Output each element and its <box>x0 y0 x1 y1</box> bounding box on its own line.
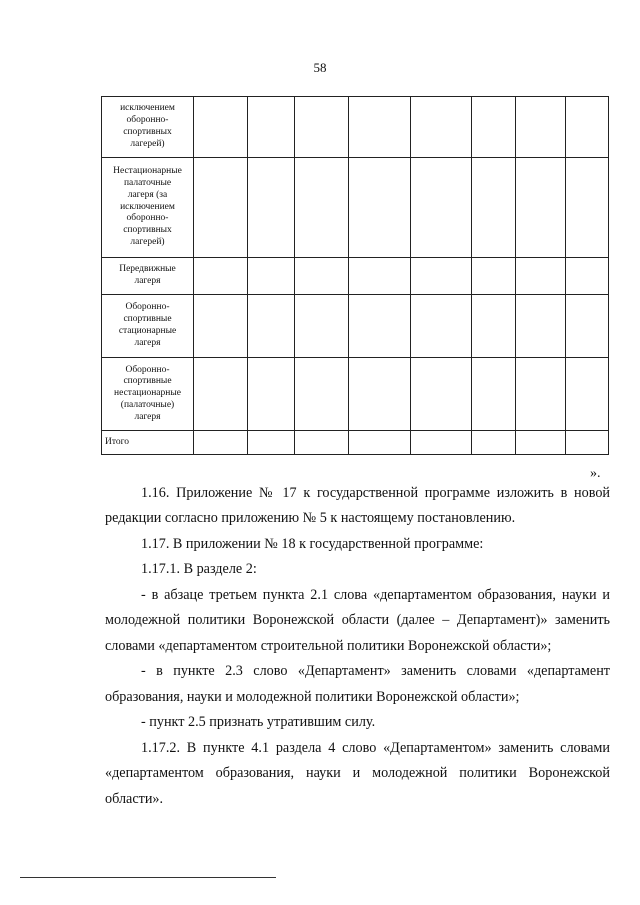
table-row <box>102 358 609 431</box>
paragraph-1-16-cont <box>105 506 610 532</box>
paragraph-item-2-3-cont <box>105 685 610 711</box>
closing-quote-mark: ». <box>590 466 601 481</box>
row-label: Оборонно- спортивные стационарные лагеря <box>102 295 194 358</box>
paragraph-item-2-1-end <box>105 634 610 660</box>
paragraph-line: образования, науки и молодежной политики Воронежской области»; <box>105 689 520 705</box>
paragraph-1-17-1 <box>105 557 610 583</box>
paragraph-line: области». <box>105 791 164 807</box>
table-row <box>102 97 609 158</box>
paragraph-line: - пункт 2.5 признать утратившим силу. <box>141 714 376 730</box>
paragraph-line: редакции согласно приложению № 5 к настоящему постановлению. <box>105 510 516 526</box>
footer-divider <box>20 877 276 878</box>
page-number: 58 <box>313 60 327 75</box>
paragraph-item-2-1-cont <box>105 608 610 634</box>
paragraph-line: 1.16. Приложение № 17 к государственной программе изложить в новой <box>141 485 610 501</box>
paragraph-line: - в пункте 2.3 слово «Департамент» заменить словами «департамент <box>141 663 610 679</box>
paragraph-line: молодежной политики Воронежской области (далее – Департамент)» заменить <box>105 612 610 628</box>
paragraph-item-2-1 <box>105 583 610 609</box>
table-row <box>102 295 609 358</box>
paragraph-line: «департаментом образования, науки и молодежной политики Воронежской <box>105 765 610 781</box>
paragraph-item-2-3 <box>105 659 610 685</box>
row-label: Передвижные лагеря <box>102 258 194 295</box>
paragraph-line: словами «департаментом строительной политики Воронежской области»; <box>105 638 552 654</box>
paragraph-1-16 <box>105 481 610 507</box>
paragraph-line: 1.17. В приложении № 18 к государственной программе: <box>141 536 484 552</box>
paragraph-1-17-2-cont <box>105 761 610 787</box>
paragraph-1-17-2 <box>105 736 610 762</box>
data-table <box>101 96 609 455</box>
paragraph-1-17-2-end <box>105 787 610 813</box>
row-label: Нестационарные палаточные лагеря (за исключением оборонно- спортивных лагерей) <box>102 158 194 258</box>
paragraph-1-17 <box>105 532 610 558</box>
paragraph-line: 1.17.1. В разделе 2: <box>141 561 257 577</box>
total-label: Итого <box>102 431 194 455</box>
row-label: Оборонно- спортивные нестационарные (палаточные) лагеря <box>102 358 194 431</box>
paragraph-line: - в абзаце третьем пункта 2.1 слова «департаментом образования, науки и <box>141 587 610 603</box>
paragraph-line: 1.17.2. В пункте 4.1 раздела 4 слово «Департаментом» заменить словами <box>141 740 610 756</box>
table-row <box>102 158 609 258</box>
table-row <box>102 258 609 295</box>
paragraph-item-2-5 <box>105 710 610 736</box>
table-row-total <box>102 431 609 455</box>
row-label: исключением оборонно- спортивных лагерей) <box>102 97 194 158</box>
